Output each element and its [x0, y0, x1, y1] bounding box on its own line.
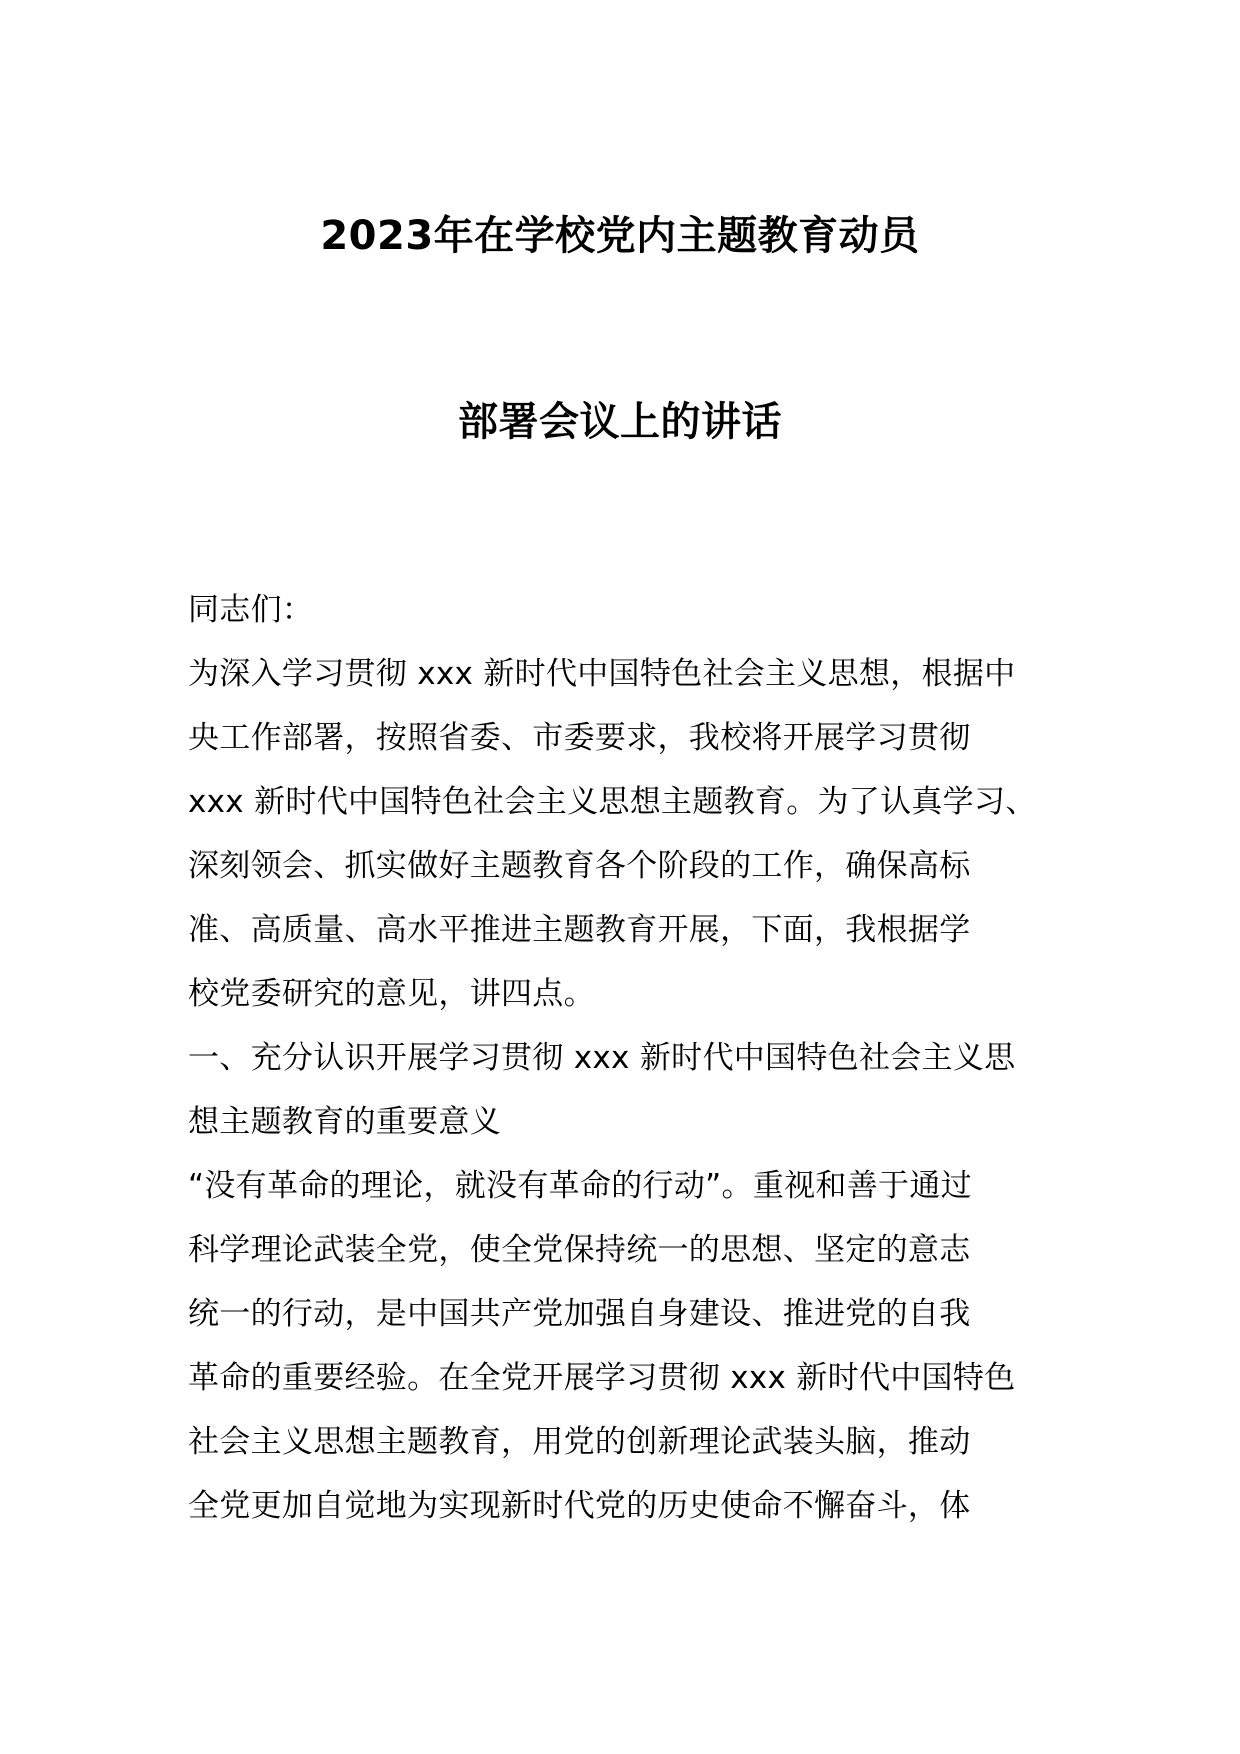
- salutation: 同志们：: [188, 592, 314, 628]
- body-line: xxx 新时代中国特色社会主义思想主题教育。为了认真学习、: [188, 784, 1037, 820]
- body-line: “没有革命的理论，就没有革命的行动”。重视和善于通过: [188, 1168, 972, 1204]
- body-line: 社会主义思想主题教育，用党的创新理论武装头脑，推动: [188, 1424, 971, 1460]
- body-line: 为深入学习贯彻 xxx 新时代中国特色社会主义思想，根据中: [188, 656, 1016, 692]
- body-line: 科学理论武装全党，使全党保持统一的思想、坚定的意志: [188, 1232, 971, 1268]
- document-body: [188, 578, 1068, 1538]
- section-heading-line: 想主题教育的重要意义: [188, 1104, 501, 1140]
- body-line: 革命的重要经验。在全党开展学习贯彻 xxx 新时代中国特色: [188, 1360, 1016, 1396]
- document-title-line-2: 部署会议上的讲话: [458, 399, 782, 445]
- section-heading-line: 一、充分认识开展学习贯彻 xxx 新时代中国特色社会主义思: [188, 1040, 1016, 1076]
- document-title-line-1: 2023年在学校党内主题教育动员: [320, 213, 920, 259]
- body-line: 央工作部署，按照省委、市委要求，我校将开展学习贯彻: [188, 720, 971, 756]
- body-line: 校党委研究的意见，讲四点。: [188, 976, 595, 1012]
- body-line: 统一的行动，是中国共产党加强自身建设、推进党的自我: [188, 1296, 971, 1332]
- body-line: 全党更加自觉地为实现新时代党的历史使命不懈奋斗，体: [188, 1488, 971, 1524]
- body-line: 深刻领会、抓实做好主题教育各个阶段的工作，确保高标: [188, 848, 971, 884]
- body-line: 准、高质量、高水平推进主题教育开展，下面，我根据学: [188, 912, 971, 948]
